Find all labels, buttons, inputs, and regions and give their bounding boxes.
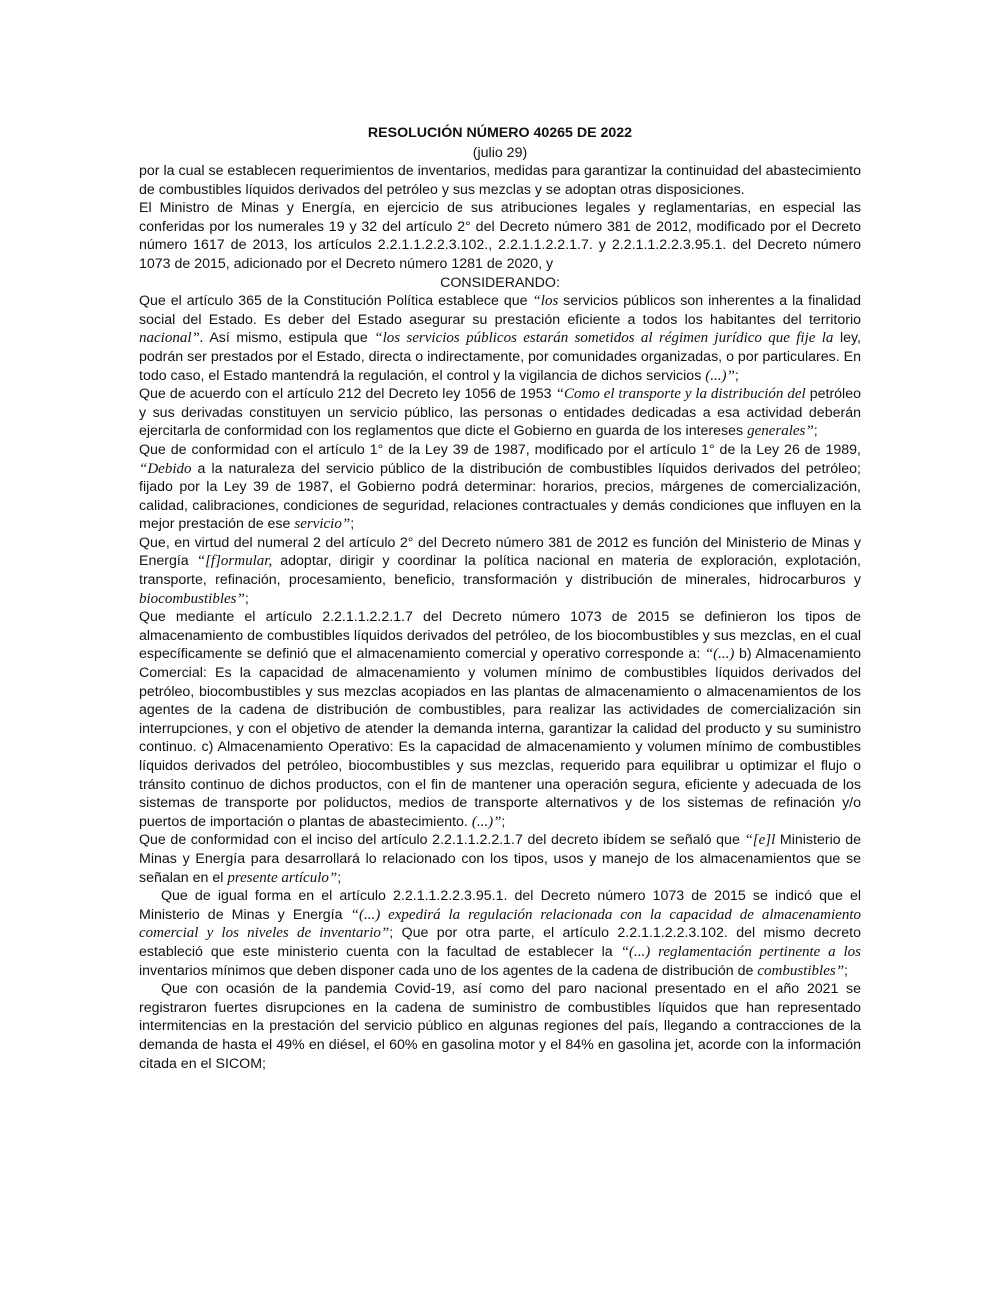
paragraph-text: ; bbox=[337, 869, 342, 886]
paragraph-text: ; bbox=[734, 367, 739, 384]
considerando-paragraph bbox=[139, 441, 861, 534]
paragraph-text: b) Almacenamiento Comercial: Es la capacidad de almacenamiento y volumen mínimo de combustibles líquidos derivados del petróleo, biocombustibles y sus mezclas acopiados en las plantas de almacenamiento o almacenamientos de los agentes de la cadena de distribución de combustibles, para realizar las actividades de comercialización sin interrupciones, y con el objetivo de atender la demanda interna, garantizar la calidad del producto y su suministro continuo. c) Almacenamiento Operativo: Es la capacidad de almacenamiento y volumen mínimo de combustibles líquidos derivados del petróleo, biocombustibles y sus mezclas, requerido para equilibrar u optimizar el flujo o tránsito continuo de dichos productos, con el fin de mantener una operación segura, eficiente y adecuada de los sistemas de transporte por poliductos, medios de transporte alternativos y de los sistemas de refinación y/o puertos de importación o plantas de abastecimiento. bbox=[139, 646, 862, 830]
paragraph-text: adoptar, dirigir y coordinar la política nacional en materia de exploración, explotación, transporte, refinación, procesamiento, beneficio, transformación y distribución de minerales, hidrocarburos y bbox=[139, 553, 861, 589]
quoted-text: (...)” bbox=[705, 367, 735, 384]
considerando-body bbox=[139, 292, 861, 1073]
quoted-text: combustibles” bbox=[757, 962, 845, 979]
paragraph-text: Que mediante el artículo 2.2.1.1.2.2.1.7 del Decreto número 1073 de 2015 se definieron los tipos de almacenamiento de combustibles líquidos derivados del petróleo, de los biocombustibles y sus mezclas, en el cual específicamente se definió que el almacenamiento comercial y operativo corresponde a: bbox=[139, 609, 861, 663]
paragraph-text: inventarios mínimos que deben disponer cada uno de los agentes de la cadena de distribución de bbox=[139, 962, 758, 979]
considerando-paragraph bbox=[139, 887, 861, 980]
considerando-paragraph bbox=[139, 385, 861, 441]
paragraph-text: ; bbox=[501, 813, 506, 830]
preamble-paragraph: El Ministro de Minas y Energía, en ejercicio de sus atribuciones legales y reglamentarias, en especial las conferidas por los numerales 19 y 32 del artículo 2° del Decreto número 381 de 2012, modificado por el Decreto número 1617 de 2013, los artículos 2.2.1.1.2.2.3.102., 2.2.1.1.2.2.1.7. y 2.2.1.1.2.2.3.95.1. del Decreto número 1073 de 2015, adicionado por el Decreto número 1281 de 2020, y bbox=[139, 200, 861, 272]
paragraph-text: Que el artículo 365 de la Constitución Política establece que bbox=[139, 293, 533, 310]
quoted-text: “[e]l bbox=[744, 832, 776, 849]
paragraph-text: a la naturaleza del servicio público de la distribución de combustibles líquidos derivados del petróleo; fijado por la Ley 39 de 1987, el Gobierno podrá determinar: horarios, precios, márgenes de comercialización, calidad, calibraciones, condiciones de seguridad, relaciones contractuales y demás condiciones que influyen en la mejor prestación de ese bbox=[139, 460, 861, 533]
paragraph-text: Que de acuerdo con el artículo 212 del Decreto ley 1056 de 1953 bbox=[139, 386, 556, 403]
paragraph-text: Ministerio de Minas y Energía para desarrollará lo relacionado con los tipos, usos y manejo de los almacenamientos que se señalan en el bbox=[139, 832, 861, 886]
quoted-text: nacional”. bbox=[139, 330, 204, 347]
quoted-text: “(...) expedirá la regulación relacionada con la capacidad de almacenamiento comercial y los niveles de inventario” bbox=[139, 906, 861, 942]
considerando-paragraph bbox=[139, 292, 861, 385]
resolution-title: RESOLUCIÓN NÚMERO 40265 DE 2022 bbox=[367, 125, 633, 141]
quoted-text: “[f]ormular, bbox=[196, 553, 273, 570]
paragraph-text: Así mismo, estipula que bbox=[203, 330, 375, 347]
paragraph-text: Que con ocasión de la pandemia Covid-19, así como del paro nacional presentado en el año 2021 se registraron fuertes disrupciones en la cadena de suministro de combustibles líquidos que han representado intermitencias en la prestación del servicio público en algunas regiones del país, llegando a contracciones de la demanda de hasta el 49% en diésel, el 60% en gasolina motor y el 84% en gasolina jet, acorde con la información citada en el SICOM; bbox=[139, 981, 861, 1072]
document-page bbox=[139, 124, 861, 1073]
considerando-heading: CONSIDERANDO: bbox=[440, 274, 560, 291]
paragraph-text: ley, podrán ser prestados por el Estado, directa o indirectamente, por comunidades organizadas, o por particulares. En todo caso, el Estado mantendrá la regulación, el control y la vigilancia de dichos servicios bbox=[139, 330, 861, 384]
quoted-text: “(...) bbox=[704, 646, 735, 663]
quoted-text: generales” bbox=[747, 423, 814, 440]
resolution-date: (julio 29) bbox=[472, 145, 528, 161]
considerando-paragraph bbox=[139, 831, 861, 887]
paragraph-text: Que de igual forma en el artículo 2.2.1.1.2.2.3.95.1. del Decreto número 1073 de 2015 se indicó que el Ministerio de Minas y Energía bbox=[139, 888, 861, 923]
quoted-text: “los servicios públicos estarán sometidos al régimen jurídico que fije la bbox=[374, 330, 834, 347]
quoted-text: “Como el transporte y la distribución del bbox=[555, 386, 806, 403]
considerando-paragraph bbox=[139, 980, 861, 1073]
paragraph-text: ; bbox=[844, 962, 848, 979]
considerando-paragraph bbox=[139, 608, 861, 831]
paragraph-text: ; Que por otra parte, el artículo 2.2.1.1.2.2.3.102. del mismo decreto estableció que este ministerio cuenta con la facultad de establecer la bbox=[139, 925, 861, 960]
quoted-text: presente artículo” bbox=[227, 869, 338, 886]
paragraph-text: Que de conformidad con el artículo 1° de la Ley 39 de 1987, modificado por el artículo 1° de la Ley 26 de 1989, bbox=[139, 441, 861, 458]
paragraph-text: Que, en virtud del numeral 2 del artículo 2° del Decreto número 381 de 2012 es función del Ministerio de Minas y Energía bbox=[139, 534, 861, 570]
paragraph-text: ; bbox=[350, 516, 355, 533]
paragraph-text: servicios públicos son inherentes a la finalidad social del Estado. Es deber del Estado asegurar su prestación eficiente a todos los habitantes del territorio bbox=[139, 293, 861, 328]
paragraph-text: petróleo y sus derivadas constituyen un servicio público, las personas o entidades dedicadas a esa actividad deberán ejercitarla de conformidad con los reglamentos que dicte el Gobierno en guarda de los intereses bbox=[139, 386, 861, 440]
quoted-text: (...)” bbox=[471, 813, 502, 830]
quoted-text: servicio” bbox=[294, 516, 351, 533]
quoted-text: biocombustibles” bbox=[139, 590, 245, 607]
quoted-text: “(...) reglamentación pertinente a los bbox=[620, 943, 861, 960]
quoted-text: “los bbox=[532, 293, 564, 310]
considerando-paragraph bbox=[139, 534, 861, 608]
paragraph-text: ; bbox=[813, 423, 818, 440]
resolution-subject: por la cual se establecen requerimientos de inventarios, medidas para garantizar la continuidad del abastecimiento de combustibles líquidos derivados del petróleo y sus mezclas y se adoptan otras disposiciones. bbox=[139, 163, 861, 198]
paragraph-text: Que de conformidad con el inciso del artículo 2.2.1.1.2.2.1.7 del decreto ibídem se señaló que bbox=[139, 832, 745, 849]
quoted-text: “Debido bbox=[139, 460, 192, 477]
paragraph-text: ; bbox=[244, 590, 249, 607]
